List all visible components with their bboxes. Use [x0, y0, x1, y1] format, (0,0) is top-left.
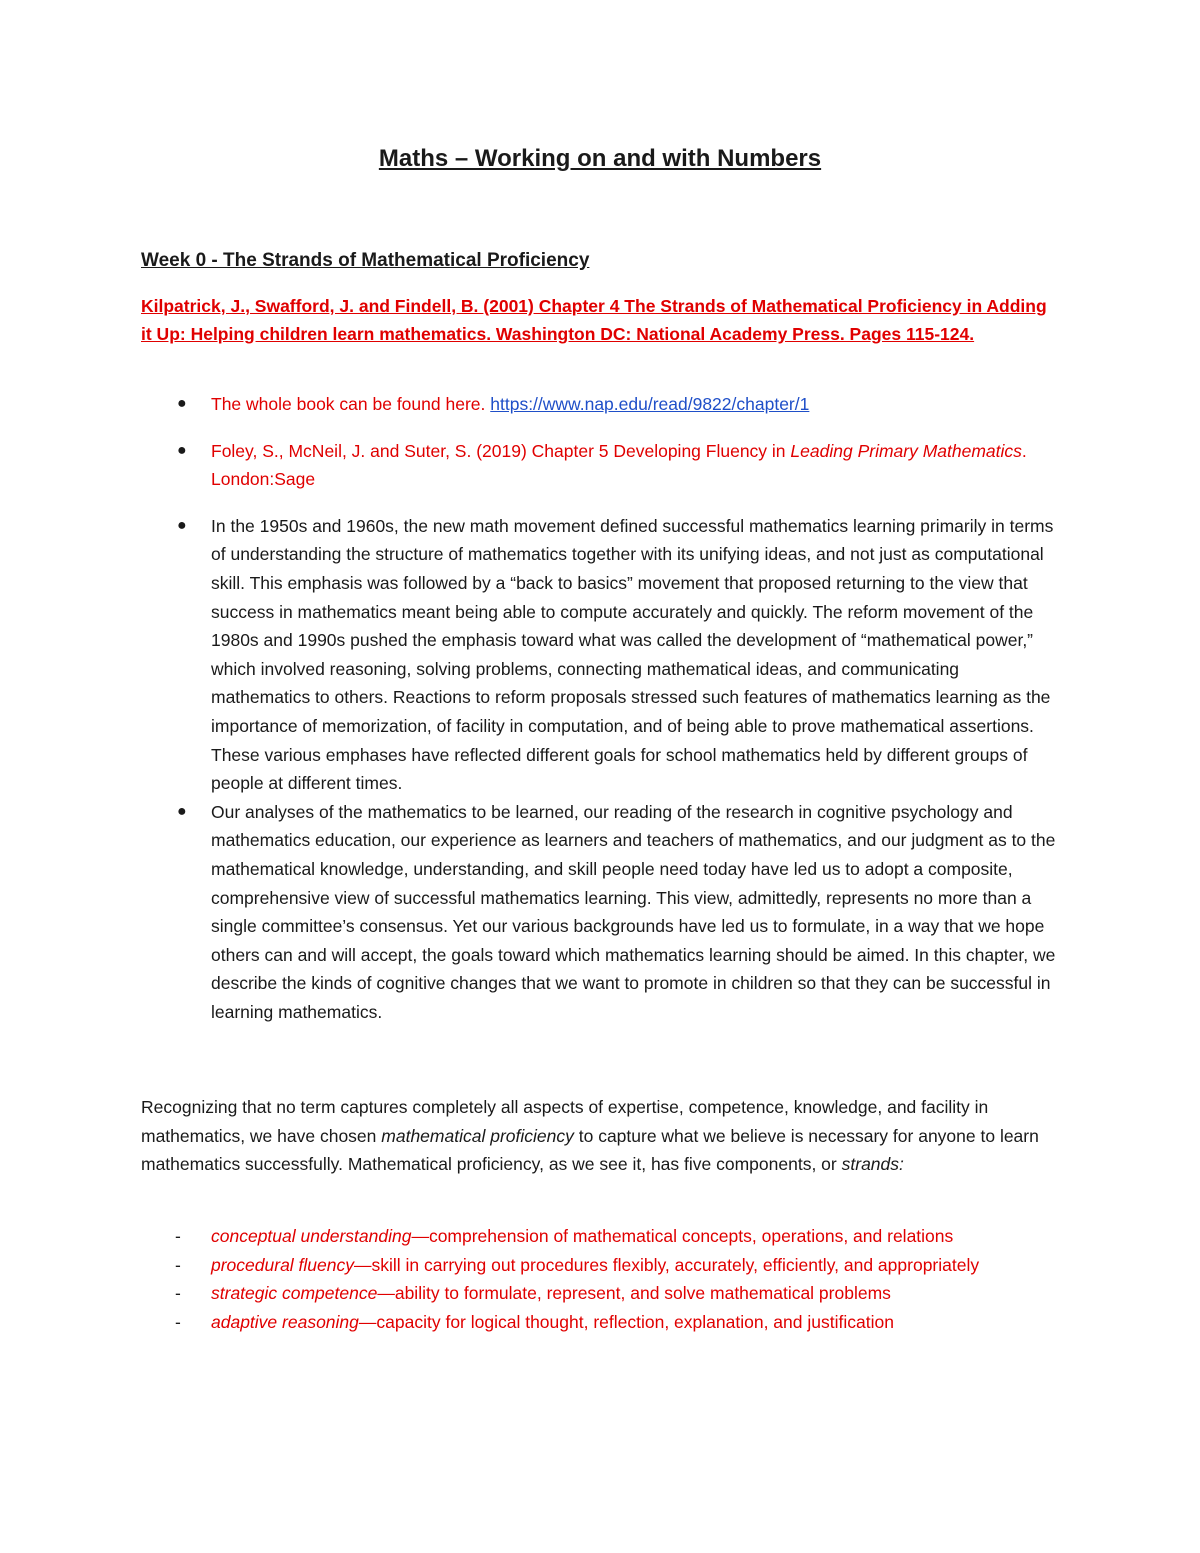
list-item: [141, 1251, 1071, 1280]
list-item: [141, 1279, 1071, 1308]
history-paragraph: In the 1950s and 1960s, the new math movement defined successful mathematics learning primarily in terms of understanding the structure of mathematics together with its unifying ideas, and not just as computational skill. This emphasis was followed by a “back to basics” movement that proposed returning to the view that success in mathematics meant being able to compute accurately and quickly. The reform movement of the 1980s and 1990s pushed the emphasis toward what was called the development of “mathematical power,” which involved reasoning, solving problems, connecting mathematical ideas, and communicating mathematics to others. Reactions to reform proposals stressed such features of mathematics learning as the importance of memorization, of facility in computation, and of being able to prove mathematical assertions. These various emphases have reflected different goals for school mathematics held by different groups of people at different times.: [211, 515, 1054, 794]
week-heading: Week 0 - The Strands of Mathematical Proficiency: [141, 250, 590, 271]
bullet-icon: ●: [177, 441, 187, 459]
strand-description: —comprehension of mathematical concepts, operations, and relations: [411, 1226, 954, 1246]
strand-term: adaptive reasoning: [211, 1311, 359, 1332]
strand-description: —ability to formulate, represent, and solve mathematical problems: [377, 1283, 891, 1304]
strand-description: —skill in carrying out procedures flexibly, accurately, efficiently, and appropriately: [354, 1254, 980, 1275]
bullet-icon: ●: [177, 395, 187, 412]
bullet-icon: ●: [177, 802, 187, 820]
book-link[interactable]: https://www.nap.edu/read/9822/chapter/1: [490, 394, 810, 414]
strand-description: —capacity for logical thought, reflection, explanation, and justification: [358, 1311, 894, 1332]
list-item: [141, 798, 1061, 1027]
document-title: Maths – Working on and with Numbers: [378, 145, 822, 172]
foley-citation-prefix: Foley, S., McNeil, J. and Suter, S. (2019) Chapter 5 Developing Fluency in: [211, 440, 786, 461]
foley-book-title: Leading Primary Mathematics: [790, 440, 1022, 461]
list-item: [141, 437, 1061, 494]
dash-icon: -: [175, 1226, 181, 1246]
analysis-paragraph: Our analyses of the mathematics to be learned, our reading of the research in cognitive psychology and mathematics education, our experience as learners and teachers of mathematics, and our judgment as to the mathematical knowledge, understanding, and skill people need today have led us to adopt a composite, comprehensive view of successful mathematics learning. This view, admittedly, represents no more than a single committee’s consensus. Yet our various backgrounds have led us to formulate, in a way that we hope others can and will accept, the goals toward which mathematics learning should be aimed. In this chapter, we describe the kinds of cognitive changes that we want to promote in children so that they can be successful in learning mathematics.: [211, 801, 1056, 1022]
dash-icon: -: [175, 1283, 181, 1304]
strand-term: strategic competence: [211, 1283, 378, 1304]
mathematical-proficiency-term: mathematical proficiency: [381, 1125, 574, 1146]
strand-term: procedural fluency: [211, 1254, 354, 1275]
list-item: [141, 1308, 1071, 1337]
list-item: [141, 390, 1061, 419]
list-item: [141, 512, 1061, 798]
bullet-icon: ●: [177, 516, 187, 534]
bullet-list: [141, 390, 1061, 1026]
dash-icon: -: [175, 1254, 181, 1275]
dash-icon: -: [175, 1311, 181, 1332]
citation: Kilpatrick, J., Swafford, J. and Findell, B. (2001) Chapter 4 The Strands of Mathematical Proficiency in Adding it Up: Helping children learn mathematics. Washington DC: National Academy Press. Pages 115-124.: [141, 296, 1047, 344]
list-item: [141, 1222, 1071, 1251]
book-note: The whole book can be found here.: [211, 394, 486, 414]
foley-citation-suffix: . London:Sage: [211, 440, 1027, 490]
strands-list: [141, 1222, 1071, 1336]
proficiency-paragraph: Recognizing that no term captures completely all aspects of expertise, competence, knowledge, and facility in mathematics, we have chosen mathematical proficiency to capture what we believe is necessary for anyone to learn mathematics successfully. Mathematical proficiency, as we see it, has five components, or strands:: [141, 1097, 1039, 1175]
strands-term: strands:: [841, 1154, 904, 1175]
strand-term: conceptual understanding: [211, 1226, 412, 1246]
